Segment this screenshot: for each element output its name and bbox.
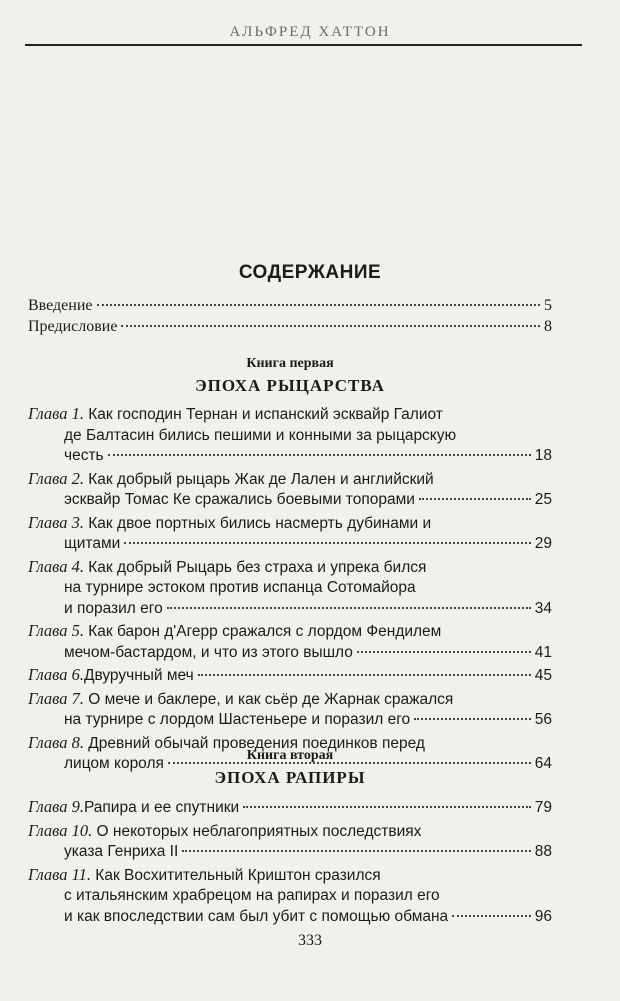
- chapter-title-line: с итальянским храбрецом на рапирах и поразил его: [64, 887, 440, 904]
- chapter-number: Глава 3.: [28, 512, 84, 532]
- chapter-line: [28, 404, 552, 426]
- chapter-number: Глава 11.: [28, 864, 91, 884]
- chapter-page: 34: [534, 599, 552, 617]
- toc-chapter-entry: [28, 404, 552, 467]
- chapter-title-line: Как добрый Рыцарь без страха и упрека бился: [88, 558, 427, 576]
- toc-chapter-entry: [28, 469, 552, 511]
- chapter-line: [28, 689, 552, 711]
- entry-title: Предисловие: [28, 318, 118, 335]
- dot-leader: [357, 651, 531, 653]
- chapter-line: [28, 907, 552, 928]
- book-two-chapters: [28, 797, 552, 929]
- chapter-title-line: и поразил его: [64, 599, 163, 617]
- chapter-number: Глава 4.: [28, 556, 84, 576]
- chapter-line: [28, 665, 552, 687]
- chapter-title-line: Как двое портных бились насмерть дубинами и: [88, 514, 432, 532]
- chapter-number: Глава 8.: [28, 732, 84, 752]
- chapter-title-line: указа Генриха II: [64, 843, 179, 860]
- dot-leader: [414, 718, 531, 720]
- book-one-chapters: [28, 404, 552, 777]
- chapter-title-line: и как впоследствии сам был убит с помощью обмана: [64, 907, 449, 925]
- chapter-title-line: на турнире эстоком против испанца Сотомайора: [64, 579, 416, 596]
- book-label: Книга первая: [246, 356, 334, 371]
- chapter-title-line: Древний обычай проведения поединков перед: [88, 734, 425, 752]
- book-two-heading: [28, 748, 552, 788]
- chapter-title-line: Как добрый рыцарь Жак де Лален и английский: [88, 470, 434, 488]
- running-head: АЛЬФРЕД ХАТТОН: [229, 24, 391, 40]
- dot-leader: [121, 325, 540, 327]
- chapter-line: [28, 490, 552, 511]
- dot-leader: [108, 454, 531, 456]
- chapter-title-line: Рапира и ее спутники: [83, 799, 240, 816]
- chapter-number: Глава 9.: [28, 797, 84, 816]
- chapter-page: 79: [534, 799, 552, 816]
- chapter-page: 25: [534, 491, 552, 508]
- header-rule: [25, 44, 582, 46]
- chapter-page: 88: [534, 843, 552, 860]
- dot-leader: [198, 674, 531, 676]
- chapter-line: [28, 557, 552, 579]
- chapter-page: 56: [534, 711, 552, 728]
- chapter-number: Глава 6.: [28, 665, 84, 684]
- dot-leader: [243, 806, 531, 808]
- entry-page: 8: [544, 318, 552, 335]
- chapter-title-line: на турнире с лордом Шастеньере и поразил его: [64, 711, 411, 728]
- chapter-line: [28, 842, 552, 863]
- chapter-title-line: Как господин Тернан и испанский эсквайр Галиот: [88, 406, 443, 423]
- toc-chapter-entry: [28, 865, 552, 928]
- chapter-number: Глава 1.: [28, 404, 84, 423]
- toc-chapter-entry: [28, 621, 552, 663]
- toc-entry-introduction: [28, 297, 552, 318]
- book-title: ЭПОХА РАПИРЫ: [214, 768, 366, 787]
- toc-chapter-entry: [28, 689, 552, 731]
- chapter-title-line: Двуручный меч: [83, 667, 194, 684]
- chapter-line: [28, 513, 552, 535]
- book-title: ЭПОХА РЫЦАРСТВА: [195, 376, 385, 395]
- chapter-line: [28, 446, 552, 467]
- chapter-page: 29: [534, 535, 552, 552]
- toc-chapter-entry: [28, 557, 552, 620]
- toc-chapter-entry: [28, 665, 552, 687]
- chapter-line: [28, 643, 552, 664]
- chapter-title-line: Как Восхитительный Криштон сразился: [95, 866, 381, 884]
- entry-title: Введение: [28, 297, 93, 314]
- chapter-page: 64: [534, 755, 552, 772]
- chapter-number: Глава 7.: [28, 688, 84, 708]
- chapter-line: [28, 599, 552, 620]
- dot-leader: [124, 542, 530, 544]
- chapter-line: [28, 821, 552, 843]
- chapter-title-line: лицом короля: [64, 755, 164, 772]
- chapter-page: 18: [534, 447, 552, 464]
- chapter-line: [28, 710, 552, 731]
- chapter-line: [28, 865, 552, 887]
- toc-chapter-entry: [28, 797, 552, 819]
- dot-leader: [452, 915, 531, 917]
- chapter-title-line: Как барон д'Агерр сражался с лордом Фендилем: [88, 623, 442, 640]
- dot-leader: [419, 498, 531, 500]
- chapter-page: 96: [534, 907, 552, 925]
- dot-leader: [182, 850, 530, 852]
- chapter-number: Глава 10.: [28, 820, 93, 840]
- chapter-line: [28, 534, 552, 555]
- dot-leader: [97, 304, 541, 306]
- toc-chapter-entry: [28, 821, 552, 863]
- chapter-title-line: честь: [64, 447, 104, 464]
- chapter-title-line: О некоторых неблагоприятных последствиях: [96, 822, 422, 840]
- chapter-page: 41: [534, 643, 552, 661]
- chapter-page: 45: [534, 667, 552, 684]
- chapter-title-line: щитами: [64, 535, 121, 552]
- chapter-title-line: мечом-бастардом, и что из этого вышло: [64, 643, 353, 661]
- toc-title: СОДЕРЖАНИЕ: [238, 262, 382, 283]
- book-label: Книга вторая: [246, 748, 334, 763]
- toc-chapter-entry: [28, 513, 552, 555]
- chapter-number: Глава 5.: [28, 621, 84, 640]
- toc-entry-preface: [28, 318, 552, 339]
- chapter-title-line: де Балтасин бились пешими и конными за рыцарскую: [64, 426, 457, 444]
- chapter-title-line: эсквайр Томас Ке сражались боевыми топорами: [64, 491, 415, 508]
- book-one-heading: [28, 356, 552, 396]
- chapter-line: [28, 621, 552, 643]
- chapter-line: [28, 797, 552, 819]
- chapter-title-line: О мече и баклере, и как сьёр де Жарнак сражался: [88, 690, 454, 708]
- intro-entries: [28, 297, 552, 339]
- page-number: 333: [298, 932, 322, 949]
- chapter-line: [28, 469, 552, 491]
- entry-page: 5: [544, 297, 552, 314]
- dot-leader: [167, 607, 531, 609]
- chapter-number: Глава 2.: [28, 468, 84, 488]
